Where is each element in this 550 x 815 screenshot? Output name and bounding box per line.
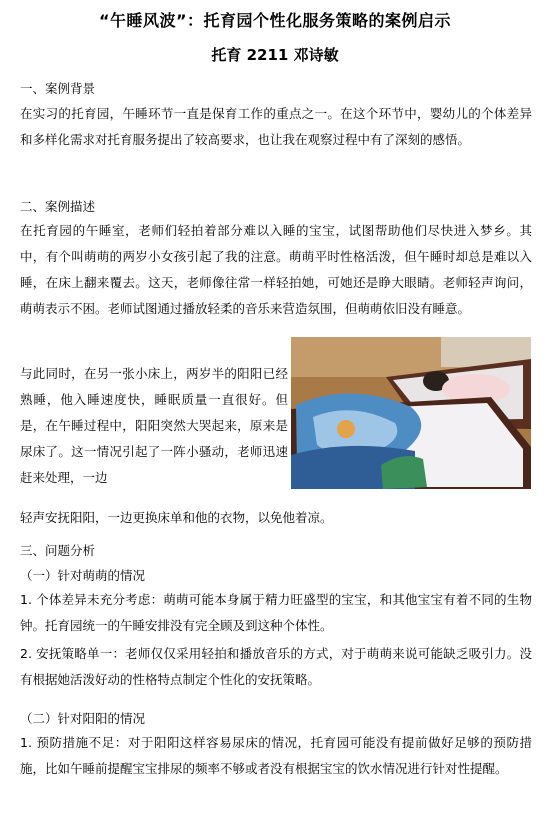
paragraph-background: 在实习的托育园，午睡环节一直是保育工作的重点之一。在这个环节中，婴幼儿的个体差异和多样化需求对托育服务提出了较高要求，也让我在观察过程中有了深刻的感悟。 — [20, 106, 532, 147]
paragraph-mengmeng-2: 2. 安抚策略单一：老师仅仅采用轻拍和播放音乐的方式，对于萌萌来说可能缺乏吸引力。没有根据她活泼好动的性格特点制定个性化的安抚策略。 — [20, 646, 532, 687]
nap-room-photo — [291, 337, 531, 489]
section-heading-description: 二、案例描述 — [20, 199, 96, 214]
subsection-heading-yangyang: （二）针对阳阳的情况 — [20, 711, 146, 726]
paragraph-description: 在托育园的午睡室，老师们轻拍着部分难以入睡的宝宝，试图帮助他们尽快进入梦乡。其中，有个叫萌萌的两岁小女孩引起了我的注意。萌萌平时性格活泼，但午睡时却总是难以入睡，在床上翻来覆去。这天，老师像往常一样轻拍她，可她还是睁大眼睛。老师轻声询问，萌萌表示不困。老师试图通过播放轻柔的音乐来营造氛围，但萌萌依旧没有睡意。 — [20, 223, 532, 316]
subsection-heading-mengmeng: （一）针对萌萌的情况 — [20, 568, 146, 583]
document-title: “午睡风波”：托育园个性化服务策略的案例启示 — [98, 11, 452, 30]
section-heading-analysis: 三、问题分析 — [20, 543, 96, 558]
paragraph-mengmeng-1: 1. 个体差异未充分考虑：萌萌可能本身属于精力旺盛型的宝宝，和其他宝宝有着不同的生物钟。托育园统一的午睡安排没有完全顾及到这种个体性。 — [20, 592, 532, 633]
paragraph-yangyang-1: 1. 预防措施不足：对于阳阳这样容易尿床的情况，托育园可能没有提前做好足够的预防措施，比如午睡前提醒宝宝排尿的频率不够或者没有根据宝宝的饮水情况进行针对性提醒。 — [20, 735, 532, 776]
paragraph-description-wrap: 与此同时，在另一张小床上，两岁半的阳阳已经熟睡，他入睡速度快，睡眠质量一直很好。但是，在午睡过程中，阳阳突然大哭起来，原来是尿床了。这一情况引起了一阵小骚动，老师迅速赶来处理，一边 — [20, 366, 288, 485]
paragraph-description-end: 轻声安抚阳阳，一边更换床单和他的衣物，以免他着凉。 — [20, 510, 333, 525]
author-line: 托育 2211 邓诗敏 — [211, 46, 339, 64]
section-heading-background: 一、案例背景 — [20, 81, 96, 96]
